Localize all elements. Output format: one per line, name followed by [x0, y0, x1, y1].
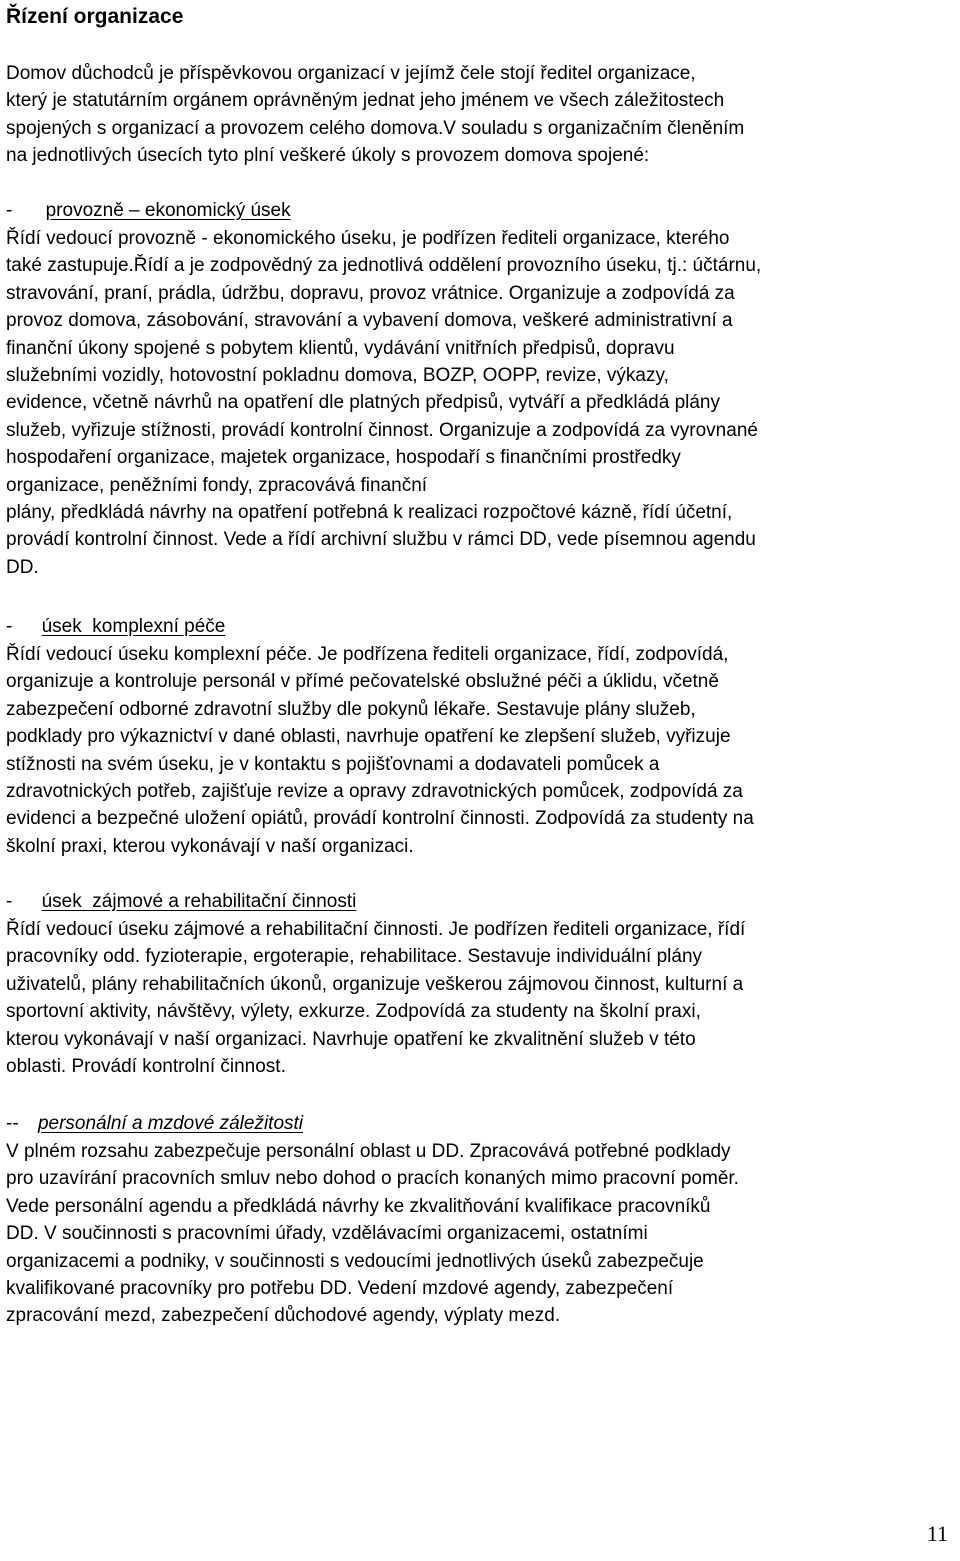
section-heading-label: provozně – ekonomický úsek: [45, 200, 291, 221]
page-number: 11: [926, 1521, 948, 1546]
section-heading-care: [6, 613, 225, 640]
list-dash: -: [6, 891, 13, 912]
intro-paragraph: Domov důchodců je příspěvkovou organizací v jejímž čele stojí ředitel organizace, který je statutárním orgánem oprávněným jednat jeho jménem ve všech záležitostech spojených s organizací a provozem celého domova.V souladu s organizačním členěním na jednotlivých úsecích tyto plní veškeré úkoly s provozem domova spojené:: [6, 63, 745, 167]
list-dash: --: [6, 1113, 19, 1134]
section-heading-personnel: [6, 1110, 303, 1137]
list-dash: -: [6, 200, 13, 221]
section-paragraph-operations: Řídí vedoucí provozně - ekonomického úseku, je podřízen řediteli organizace, kterého také zastupuje.Řídí a je zodpovědný za jednotlivá oddělení provozního úseku, tj.: účtárnu, stravování, praní, prádla, údržbu, dopravu, provoz vrátnice. Organizuje a zodpovídá za provoz domova, zásobování, stravování a vybavení domova, veškeré administrativní a finanční úkony spojené s pobytem klientů, vydávání vnitřních předpisů, dopravu služebními vozidly, hotovostní pokladnu domova, BOZP, OOPP, revize, výkazy, evidence, včetně návrhů na opatření dle platných předpisů, vytváří a předkládá plány služeb, vyřizuje stížnosti, provádí kontrolní činnost. Organizuje a zodpovídá za vyrovnané hospodaření organizace, majetek organizace, hospodaří s finančními prostředky organizace, peněžními fondy, zpracovává finanční plány, předkládá návrhy na opatření potřebná k realizaci rozpočtové kázně, řídí účetní, provádí kontrolní činnost. Vede a řídí archivní službu v rámci DD, vede písemnou agendu DD.: [6, 228, 762, 578]
section-heading-label: úsek komplexní péče: [41, 616, 226, 637]
list-dash: -: [6, 616, 13, 637]
page-title: Řízení organizace: [6, 5, 184, 28]
section-paragraph-personnel: V plném rozsahu zabezpečuje personální oblast u DD. Zpracovává potřebné podklady pro uzavírání pracovních smluv nebo dohod o pracích konaných mimo pracovní poměr. Vede personální agendu a předkládá návrhy ke zkvalitňování kvalifikace pracovníků DD. V součinnosti s pracovními úřady, vzdělávacími organizacemi, ostatními organizacemi a podniky, v součinnosti s vedoucími jednotlivých úseků zabezpečuje kvalifikované pracovníky pro potřebu DD. Vedení mzdové agendy, zabezpečení zpracování mezd, zabezpečení důchodové agendy, výplaty mezd.: [6, 1141, 739, 1327]
section-heading-label: úsek zájmové a rehabilitační činnosti: [41, 891, 357, 912]
section-heading-operations: [6, 197, 291, 224]
section-heading-activities: [6, 888, 356, 915]
section-heading-label: personální a mzdové záležitosti: [37, 1113, 304, 1134]
section-paragraph-activities: Řídí vedoucí úseku zájmové a rehabilitační činnosti. Je podřízen řediteli organizace, řídí pracovníky odd. fyzioterapie, ergoterapie, rehabilitace. Sestavuje individuální plány uživatelů, plány rehabilitačních úkonů, organizuje veškerou zájmovou činnost, kulturní a sportovní aktivity, návštěvy, výlety, exkurze. Zodpovídá za studenty na školní praxi, kterou vykonávají v naší organizaci. Navrhuje opatření ke zkvalitnění služeb v této oblasti. Provádí kontrolní činnost.: [6, 919, 746, 1078]
section-paragraph-care: Řídí vedoucí úseku komplexní péče. Je podřízena řediteli organizace, řídí, zodpovídá, organizuje a kontroluje personál v přímé pečovatelské obslužné péči a úklidu, včetně zabezpečení odborné zdravotní služby dle pokynů lékaře. Sestavuje plány služeb, podklady pro výkaznictví v dané oblasti, navrhuje opatření ke zlepšení služeb, vyřizuje stížnosti na svém úseku, je v kontaktu s pojišťovnami a dodavateli pomůcek a zdravotnických potřeb, zajišťuje revize a opravy zdravotnických pomůcek, zodpovídá za evidenci a bezpečné uložení opiátů, provádí kontrolní činnosti. Zodpovídá za studenty na školní praxi, kterou vykonávají v naší organizaci.: [6, 644, 754, 857]
